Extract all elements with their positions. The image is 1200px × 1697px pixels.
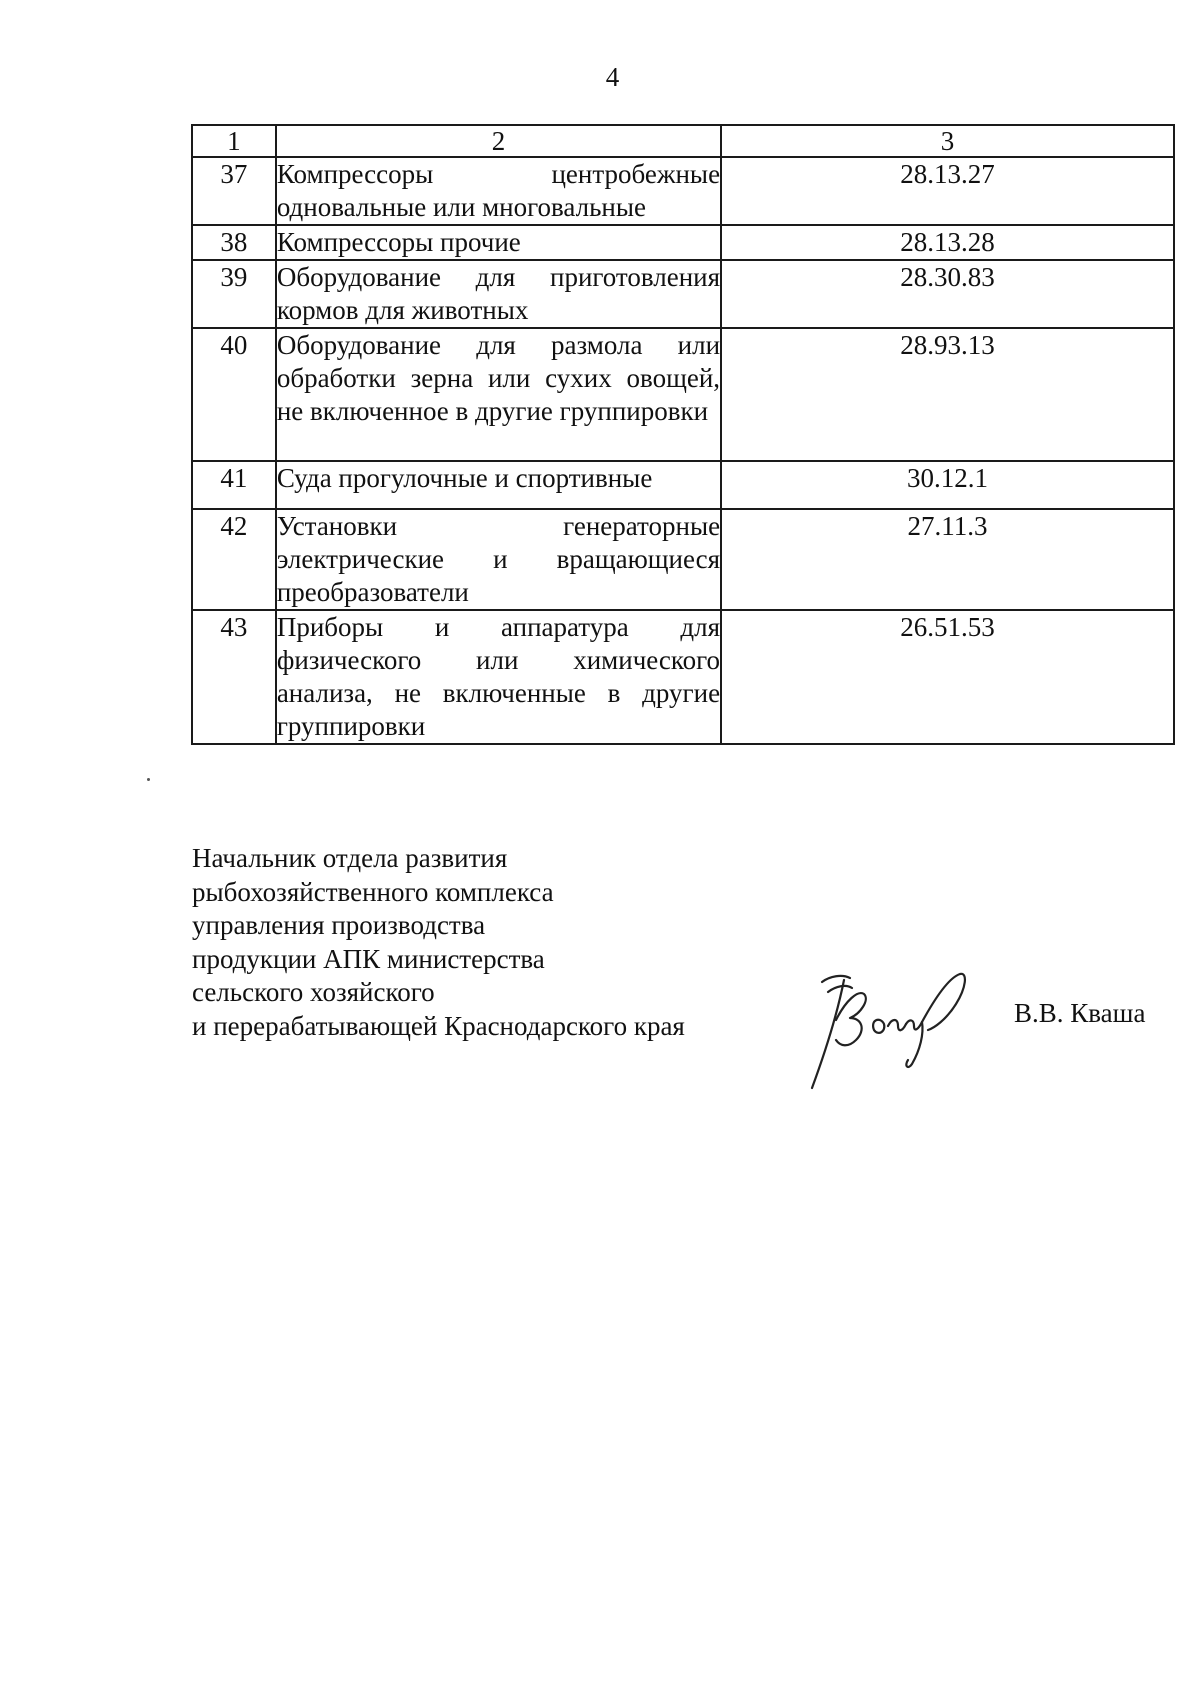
row-code: 28.30.83 [721, 260, 1174, 328]
signature-title-line: управления производства [192, 910, 486, 940]
table-row [192, 328, 1174, 461]
row-name: Установки генераторные электрические и вращающиеся преобразователи [276, 509, 721, 610]
row-number: 42 [192, 509, 276, 610]
table-row [192, 610, 1174, 744]
page-number: 4 [605, 62, 620, 92]
handwritten-signature [800, 960, 980, 1090]
column-header: 2 [276, 125, 721, 157]
table-row [192, 509, 1174, 610]
table-row [192, 260, 1174, 328]
row-name: Оборудование для размола или обработки зерна или сухих овощей, не включенное в другие группировки [276, 328, 721, 461]
signature-title-line: и перерабатывающей Краснодарского края [192, 1010, 685, 1041]
signature-title-line: рыбохозяйственного комплекса [192, 876, 554, 907]
table-header-row [192, 125, 1174, 157]
row-code: 28.13.27 [721, 157, 1174, 225]
row-code: 28.13.28 [721, 225, 1174, 260]
row-name: Компрессоры центробежные одновальные или многовальные [276, 157, 721, 225]
row-code: 30.12.1 [721, 461, 1174, 509]
row-number: 37 [192, 157, 276, 225]
row-number: 43 [192, 610, 276, 744]
signature-title-line: продукции АПК министерства [192, 943, 545, 974]
row-number: 38 [192, 225, 276, 260]
signature-title-block [192, 842, 685, 1043]
row-number: 39 [192, 260, 276, 328]
table-row [192, 157, 1174, 225]
row-name: Оборудование для приготовления кормов для животных [276, 260, 721, 328]
row-number: 41 [192, 461, 276, 509]
signature-title-line: Начальник отдела развития [192, 843, 508, 873]
column-header: 1 [192, 125, 276, 157]
column-header: 3 [721, 125, 1174, 157]
row-name: Приборы и аппаратура для физического или химического анализа, не включенные в другие группировки [276, 610, 721, 744]
row-code: 28.93.13 [721, 328, 1174, 461]
row-name: Компрессоры прочие [276, 225, 721, 260]
row-code: 27.11.3 [721, 509, 1174, 610]
scan-speck [147, 778, 150, 781]
row-code: 26.51.53 [721, 610, 1174, 744]
row-number: 40 [192, 328, 276, 461]
row-name: Суда прогулочные и спортивные [276, 461, 721, 509]
table-row [192, 225, 1174, 260]
signature-title-line: сельского хозяйского [192, 977, 435, 1007]
signatory-name: В.В. Кваша [1014, 998, 1146, 1028]
data-table [191, 124, 1175, 745]
table-row [192, 461, 1174, 509]
